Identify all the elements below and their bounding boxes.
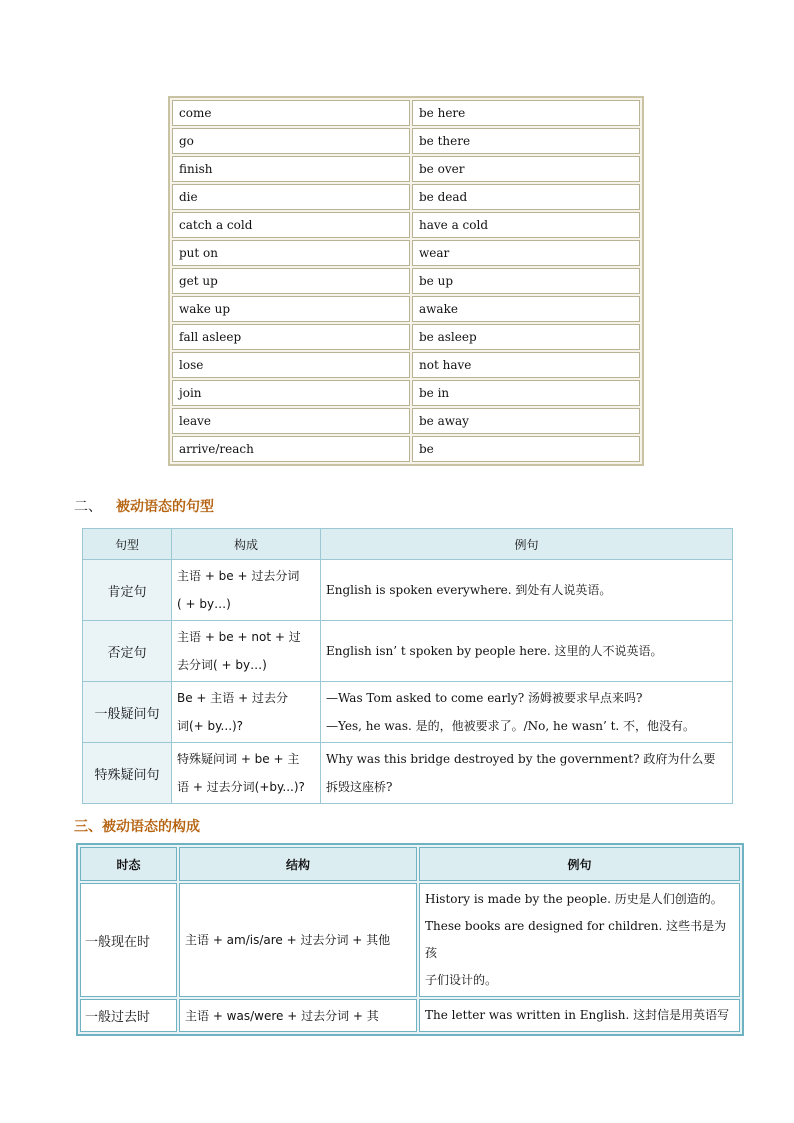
verb-cell: come (172, 100, 410, 126)
construction-line: ( + by…) (177, 597, 231, 611)
state-cell: be away (412, 408, 640, 434)
state-cell: be in (412, 380, 640, 406)
example-line: 子们设计的。 (425, 973, 498, 987)
example-line: English is spoken everywhere. 到处有人说英语。 (326, 583, 612, 597)
header-pattern: 句型 (83, 529, 172, 560)
tense-row (80, 883, 740, 997)
state-cell: be dead (412, 184, 640, 210)
sentence-pattern-table (82, 528, 733, 804)
verb-cell: join (172, 380, 410, 406)
verb-pair-row (172, 184, 640, 210)
state-cell: not have (412, 352, 640, 378)
pattern-construction (172, 743, 321, 804)
sentence-pattern-header-row (83, 529, 733, 560)
example-line: —Yes, he was. 是的，他被要求了。/No, he wasn’ t. 不，他没有。 (326, 719, 696, 733)
tense-example (419, 883, 740, 997)
verb-pair-row (172, 352, 640, 378)
construction-line: 主语 + be + not + 过 (177, 630, 301, 644)
verb-pair-row (172, 100, 640, 126)
tense-structure: 主语 + was/were + 过去分词 + 其 (179, 999, 417, 1032)
state-cell: be asleep (412, 324, 640, 350)
tense-structure-table (76, 843, 744, 1036)
tense-label: 一般现在时 (80, 883, 177, 997)
verb-pair-row (172, 240, 640, 266)
verb-cell: wake up (172, 296, 410, 322)
tense-example (419, 999, 740, 1032)
construction-line: 去分词( + by…) (177, 658, 267, 672)
pattern-construction (172, 560, 321, 621)
example-line: English isn’ t spoken by people here. 这里的人不说英语。 (326, 644, 663, 658)
header-tense: 时态 (80, 847, 177, 881)
sentence-pattern-table-body (83, 560, 733, 804)
verb-cell: put on (172, 240, 410, 266)
example-line: History is made by the people. 历史是人们创造的。 (425, 892, 723, 906)
pattern-example (321, 560, 733, 621)
section-3-title: 三、被动语态的构成 (74, 819, 200, 835)
pattern-example (321, 682, 733, 743)
verb-pair-row (172, 268, 640, 294)
example-line: These books are designed for children. 这些书是为孩 (425, 919, 727, 960)
verb-state-table-body (172, 100, 640, 462)
sentence-pattern-row (83, 560, 733, 621)
header-construction: 构成 (172, 529, 321, 560)
section-2-number: 二、 (74, 499, 102, 515)
state-cell: have a cold (412, 212, 640, 238)
header-example: 例句 (321, 529, 733, 560)
construction-line: 词(+ by...)? (177, 719, 244, 733)
pattern-example (321, 621, 733, 682)
state-cell: wear (412, 240, 640, 266)
state-cell: be (412, 436, 640, 462)
tense-row (80, 999, 740, 1032)
sentence-pattern-row (83, 682, 733, 743)
verb-cell: arrive/reach (172, 436, 410, 462)
verb-cell: die (172, 184, 410, 210)
verb-cell: get up (172, 268, 410, 294)
verb-state-table (168, 96, 644, 466)
verb-cell: fall asleep (172, 324, 410, 350)
pattern-construction (172, 682, 321, 743)
section-3-heading (74, 816, 200, 836)
pattern-label: 否定句 (83, 621, 172, 682)
sentence-pattern-row (83, 621, 733, 682)
verb-pair-row (172, 128, 640, 154)
verb-pair-row (172, 296, 640, 322)
construction-line: 特殊疑问词 + be + 主 (177, 752, 300, 766)
pattern-label: 一般疑问句 (83, 682, 172, 743)
construction-line: 主语 + be + 过去分词 (177, 569, 300, 583)
verb-pair-row (172, 436, 640, 462)
state-cell: be up (412, 268, 640, 294)
pattern-example (321, 743, 733, 804)
tense-structure-table-body (80, 883, 740, 1032)
pattern-label: 肯定句 (83, 560, 172, 621)
verb-pair-row (172, 380, 640, 406)
header-structure: 结构 (179, 847, 417, 881)
state-cell: be over (412, 156, 640, 182)
verb-cell: catch a cold (172, 212, 410, 238)
header-example: 例句 (419, 847, 740, 881)
example-line: The letter was written in English. 这封信是用英语写 (425, 1008, 730, 1022)
verb-pair-row (172, 212, 640, 238)
example-line: 拆毁这座桥? (326, 780, 393, 794)
pattern-label: 特殊疑问句 (83, 743, 172, 804)
pattern-construction (172, 621, 321, 682)
verb-cell: finish (172, 156, 410, 182)
section-2-heading (74, 496, 214, 516)
verb-cell: leave (172, 408, 410, 434)
verb-pair-row (172, 324, 640, 350)
state-cell: be here (412, 100, 640, 126)
verb-pair-row (172, 408, 640, 434)
construction-line: Be + 主语 + 过去分 (177, 691, 288, 705)
tense-structure: 主语 + am/is/are + 过去分词 + 其他 (179, 883, 417, 997)
state-cell: awake (412, 296, 640, 322)
sentence-pattern-row (83, 743, 733, 804)
tense-structure-header-row (80, 847, 740, 881)
state-cell: be there (412, 128, 640, 154)
example-line: Why was this bridge destroyed by the government? 政府为什么要 (326, 752, 716, 766)
verb-cell: lose (172, 352, 410, 378)
section-2-title: 被动语态的句型 (116, 499, 214, 515)
verb-cell: go (172, 128, 410, 154)
tense-label: 一般过去时 (80, 999, 177, 1032)
construction-line: 语 + 过去分词(+by...)? (177, 780, 305, 794)
verb-pair-row (172, 156, 640, 182)
example-line: —Was Tom asked to come early? 汤姆被要求早点来吗? (326, 691, 643, 705)
